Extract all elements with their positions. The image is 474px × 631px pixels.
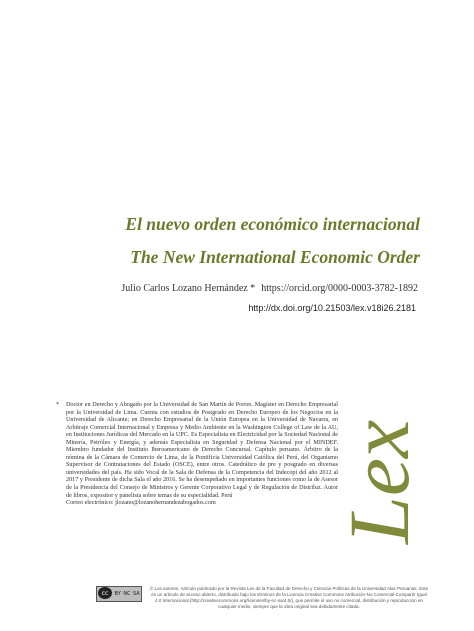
author-name: Julio Carlos Lozano Hernández * — [121, 283, 256, 294]
author-footnote — [56, 402, 338, 508]
footnote-mark: * — [56, 402, 60, 408]
cc-license-badge[interactable] — [96, 586, 142, 602]
lex-logo-text: Lex — [331, 419, 427, 544]
license-text: © Los autores. Artículo publicado por la Revista Lex de la Facultad de Derecho y Ciencias Políticas de la Universidad Alas Peruanas. Este es un artículo de acceso abierto, distribuido bajo los términos de la Licencia Creative Commons Atribución-No Comercial-Compartir Igual 4.0 Internacional.(http://creativecommons.org/licenses/by-nc-sa/4.0/), que permite el uso no comercial, distribución y reproducción en cualquier medio, siempre que la obra original sea debidamente citada. — [149, 586, 429, 610]
footnote-email: Correo electrónico: jlozano@lozanohernandezabogados.com — [66, 500, 216, 507]
lex-logo — [328, 394, 446, 554]
license-block — [96, 586, 430, 610]
by-icon: BY — [114, 591, 121, 597]
cc-icon: cc — [98, 587, 112, 599]
title-spanish: El nuevo orden económico internacional — [125, 214, 420, 234]
doi-link[interactable]: http://dx.doi.org/10.21503/lex.v18i26.2181 — [248, 303, 416, 313]
author-line — [121, 283, 418, 294]
orcid-link[interactable]: https://orcid.org/0000-0003-3782-1892 — [261, 283, 418, 294]
title-english: The New International Economic Order — [130, 247, 420, 267]
sa-icon: SA — [132, 591, 140, 597]
nc-icon: NC — [123, 591, 131, 597]
footnote-text: Doctor en Derecho y Abogado por la Universidad de San Martín de Porres. Magíster en Derecho Empresarial por la Universidad de Lima. Cuenta con estudios de Postgrado en Derecho Europeo de los Negocios en la Universidad de Alicante; en Derecho Empresarial de la Unión Europea en la Universidad de Navarra, en Arbitraje Comercial Internacional y Empresa y Medio Ambiente en la Washington College of Law de la AU, en Instituciones Jurídicas del Mercado en la UPC. Es Especialista en Electricidad por la Sociedad Nacional de Minería, Petróleo y Energía, y además Especialista en Seguridad y Defensa Nacional por el MINDEF. Miembro fundador del Instituto Iberoamericano de Derecho Concursal. Capítulo peruano. Árbitro de la nómina de la Cámara de Comercio de Lima, de la Pontificia Universidad Católica del Perú, del Organismo Supervisor de Contrataciones del Estado (OSCE), entre otros. Catedrático de pre y posgrado en diversas universidades del país. Ha sido Vocal de la Sala de Defensa de la Competencia del Indecopi del año 2012 al 2017 y Presidente de dicha Sala el año 2016. Se ha desempeñado en importantes funciones como la de Asesor de la Presidencia del Consejo de Ministros y Gerente Corporativo Legal y de Regulación de Distriluz. Autor de libros, expositor y panelista sobre temas de su especialidad. Perú — [66, 402, 338, 499]
